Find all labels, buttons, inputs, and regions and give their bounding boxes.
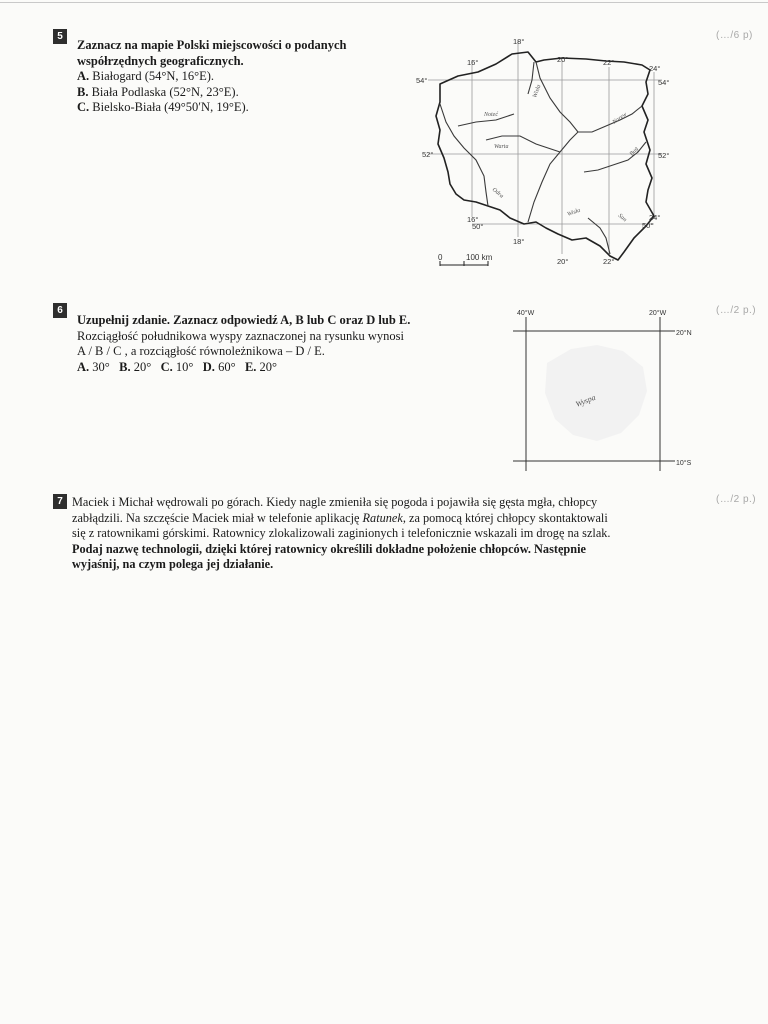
island-label: Wyspa — [574, 392, 597, 409]
task-5-instruction-cont: współrzędnych geograficznych. — [77, 53, 244, 68]
poland-outline-map — [410, 32, 680, 272]
task-7-line-1: Maciek i Michał wędrowali po górach. Kiedy nagle zmieniła się pogoda i pojawiła się gęsta mgła, chłopcy — [72, 495, 598, 509]
island-shape — [545, 345, 647, 441]
scale-zero-label: 0 — [438, 253, 443, 262]
map-scale-bar — [438, 253, 493, 266]
lon-label-top-24: 24° — [649, 64, 661, 73]
lat-label-left-50: 50° — [472, 222, 484, 231]
task-5-option-c: C. Bielsko-Biała (49°50′N, 19°E). — [77, 100, 249, 114]
lon-label-top-18: 18° — [513, 37, 525, 46]
lat-label-right-52: 52° — [658, 151, 670, 160]
task-7-question: Podaj nazwę technologii, dzięki której ratownicy określili dokładne położenie chłopców. Następnie — [72, 541, 586, 556]
map-rivers — [440, 62, 646, 254]
lat-label-right-54: 54° — [658, 78, 670, 87]
lon-label-bottom-16: 16° — [467, 215, 479, 224]
river-label-san: San — [616, 212, 628, 224]
lon-label-top-16: 16° — [467, 58, 479, 67]
lat-label-right-50: 50° — [642, 221, 654, 230]
river-label-bug: Bug — [628, 146, 640, 158]
answer-d[interactable]: D. 60° — [202, 359, 236, 374]
lon-label-bottom-24: 24° — [649, 213, 661, 222]
task-5-option-a: A. Białogard (54°N, 16°E). — [77, 69, 215, 83]
task-5-number: 5 — [53, 29, 67, 44]
grid-lat-top-label: 20°N — [676, 330, 692, 337]
lon-label-bottom-20: 20° — [557, 257, 569, 266]
lon-label-bottom-22: 22° — [603, 257, 615, 266]
task-6-sentence-2: A / B / C , a rozciągłość równoleżnikowa – D / E. — [77, 344, 325, 358]
task-7-score: (…/2 p.) — [716, 494, 757, 505]
scale-distance-label: 100 km — [466, 253, 493, 262]
lon-label-top-22: 22° — [603, 58, 615, 67]
task-6-answers — [77, 360, 410, 376]
river-label-notec: Noteć — [484, 112, 498, 118]
task-5-instruction: Zaznacz na mapie Polski miejscowości o podanych — [77, 38, 347, 52]
answer-a[interactable]: A. 30° — [77, 359, 110, 374]
task-6-number: 6 — [53, 303, 67, 318]
task-5-option-b: B. Biała Podlaska (52°N, 23°E). — [77, 84, 239, 99]
task-7-number: 7 — [53, 494, 67, 509]
task-6-score: (…/2 p.) — [716, 305, 757, 316]
river-label-wisla-south: Wisła — [566, 207, 582, 218]
lon-label-top-20: 20° — [557, 55, 569, 64]
answer-e[interactable]: E. 20° — [244, 359, 278, 374]
river-label-warta: Warta — [494, 144, 509, 150]
river-label-wisla-north: Wisła — [532, 84, 543, 99]
task-7-question-cont: wyjaśnij, na czym polega jej działanie. — [72, 557, 274, 571]
task-5-text — [77, 38, 346, 116]
page-top-edge — [0, 2, 768, 3]
island-grid-figure — [505, 305, 705, 475]
task-7-answer-area[interactable] — [72, 580, 692, 980]
answer-b[interactable]: B. 20° — [119, 359, 152, 374]
river-label-narew: Narew — [611, 111, 629, 126]
grid-lon-left-label: 40°W — [517, 310, 535, 317]
lat-label-left-52: 52° — [422, 150, 434, 159]
lat-label-left-54: 54° — [416, 76, 428, 85]
task-7-line-2: zabłądzili. Na szczęście Maciek miał w telefonie aplikację Ratunek, za pomocą której chłopcy skontaktowali — [72, 510, 608, 525]
poland-border — [436, 52, 654, 260]
task-7-line-3: się z ratownikami górskimi. Ratownicy zlokalizowali zaginionych i telefonicznie wskazali im drogę na szlak. — [72, 526, 611, 540]
grid-lon-right-label: 20°W — [649, 310, 667, 317]
lon-label-bottom-18: 18° — [513, 237, 525, 246]
grid-lat-bottom-label: 10°S — [676, 460, 692, 467]
river-label-odra: Odra — [490, 186, 505, 200]
task-6-sentence-1: Rozciągłość południkowa wyspy zaznaczonej na rysunku wynosi — [77, 328, 405, 343]
task-6-instruction: Uzupełnij zdanie. Zaznacz odpowiedź A, B lub C oraz D lub E. — [77, 313, 411, 327]
answer-c[interactable]: C. 10° — [160, 359, 194, 374]
task-6-text — [77, 313, 410, 375]
task-7-text — [72, 495, 611, 573]
task-5-score: (…/6 p) — [716, 30, 753, 41]
